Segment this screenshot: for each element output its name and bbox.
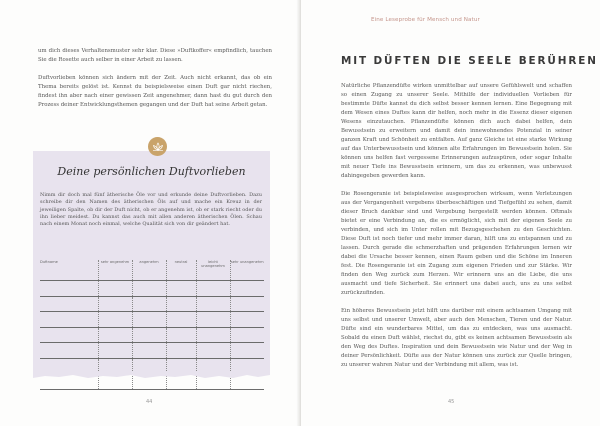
table-cell[interactable] bbox=[132, 327, 166, 343]
table-cell[interactable] bbox=[98, 343, 132, 359]
table-cell[interactable] bbox=[166, 327, 196, 343]
table-cell[interactable] bbox=[166, 281, 196, 297]
table-cell[interactable] bbox=[166, 343, 196, 359]
column-header: angenehm bbox=[132, 260, 166, 281]
table-cell[interactable] bbox=[132, 281, 166, 297]
paragraph: Die Rosengeranie ist beispielsweise ausgesprochen wirksam, wenn Verletzungen aus der Vergangenheit vergebens überbeschäftigen und Tiefgefühl zu sehen, damit dieser Bruch dankbar sind und Vergebung hergestellt werden können. Oftmals bietet er eine Verbindung an, die es ermöglicht, sich mit der eigenen Seele zu verbinden, und sich im Unter rollen mit Bezugsgeschehen zu den Geschichten. Diese Duft ist noch tiefer und mehr immer daran, hilft uns zu entspannen und zu lassen. Durch gerade die schmerzhaften und prägenden Erfahrungen lernen wir dabei die Ursache besser kennen, einen Raum geben und die Schöne im Inneren fest. Die Rosengeranie ist ein Zugang zum eigenen Frieden und zur Stärke. Wir finden den Weg zurück zum Herzen. Wir erinnern uns an die Liebe, die uns ausmacht und tiefe Sicherheit. Sie erinnert uns dabei auch, uns zu uns selbst zurückzufinden. bbox=[341, 191, 572, 296]
table-cell[interactable] bbox=[132, 312, 166, 328]
card-title: Deine persönlichen Duftvorlieben bbox=[57, 165, 246, 178]
table-cell[interactable] bbox=[40, 312, 98, 328]
card-instructions: Nimm dir doch mal fünf ätherische Öle vor und erkunde deine Duftvorlieben. Dazu schreibe dir den Namen des ätherischen Öls auf und mache ein Kreuz in der jeweiligen Spalte, ob dir der Duft nicht, ob er angenehm ist, ob er stark riecht oder du ihn lieber meidest. Du kannst das auch mit allen anderen ätherischen Ölen. Schau nach einem Monat noch einmal, welche Qualität sich von dir geändert hat. bbox=[40, 192, 262, 228]
column-header: Duftname bbox=[40, 260, 98, 281]
chapter-title: MIT DÜFTEN DIE SEELE BERÜHREN bbox=[341, 55, 598, 67]
column-header: leicht unangenehm bbox=[196, 260, 230, 281]
column-header: sehr unangenehm bbox=[230, 260, 264, 281]
table-cell[interactable] bbox=[230, 327, 264, 343]
table-cell[interactable] bbox=[230, 281, 264, 297]
table-cell[interactable] bbox=[98, 312, 132, 328]
table-cell[interactable] bbox=[166, 312, 196, 328]
table-cell[interactable] bbox=[196, 312, 230, 328]
table-cell[interactable] bbox=[132, 343, 166, 359]
table-cell[interactable] bbox=[196, 296, 230, 312]
table-row bbox=[40, 343, 264, 359]
table-cell[interactable] bbox=[98, 327, 132, 343]
table-cell[interactable] bbox=[132, 296, 166, 312]
table-row bbox=[40, 281, 264, 297]
page-number: 45 bbox=[448, 399, 455, 405]
paragraph: um dich dieses Verhaltensmuster sehr klar. Diese »Duftkoffer« empfindlich, tauchen Sie die Rosette auch selber in einer Arbeit zu lassen. bbox=[38, 48, 272, 63]
table-cell[interactable] bbox=[196, 327, 230, 343]
table-cell[interactable] bbox=[230, 312, 264, 328]
left-page bbox=[0, 0, 299, 426]
duft-table bbox=[40, 260, 264, 390]
left-intro-text bbox=[38, 47, 272, 119]
table-cell[interactable] bbox=[98, 296, 132, 312]
table-cell[interactable] bbox=[196, 281, 230, 297]
table-header-row bbox=[40, 260, 264, 281]
table-row bbox=[40, 312, 264, 328]
table-row bbox=[40, 327, 264, 343]
table-cell[interactable] bbox=[166, 296, 196, 312]
table-cell[interactable] bbox=[230, 296, 264, 312]
right-body-text bbox=[341, 82, 572, 379]
exercise-card bbox=[33, 151, 270, 375]
paragraph: Natürliche Pflanzendüfte wirken unmittelbar auf unsere Gefühlswelt und schaffen so einen Zugang zu unserer Seele. Mithilfe der individuellen Vorlieben für bestimmte Düfte kannst du dich selbst besser kennen lernen. Eine Begegnung mit dem Wesen eines Duftes kann dir helfen, noch mehr in die Essenz dieser eigenen Wesens einzutauchen. Pflanzendüfte können dich auch dabei helfen, dein Bewusstsein zu erweitern und damit dein innewohnendes Potenzial in seiner ganzen Kraft und Schönheit zu entfalten. Auf ganz Gleiche ist eine starke Wirkung auf das Unterbewusstsein und können alte Erfahrungen im Bewusstsein holen. Sie können uns helfen fast vergessene Erinnerungen aufzuspüren, oder sogar Inhalte mit neuer Tiefe ins Bewusstsein erinnern, um das zu erkennen, was unbewusst dahingegeben gewerden kann. bbox=[341, 83, 572, 179]
torn-paper-edge bbox=[33, 372, 270, 380]
table-cell[interactable] bbox=[40, 327, 98, 343]
table-row bbox=[40, 296, 264, 312]
lotus-icon bbox=[148, 137, 167, 156]
table-cell[interactable] bbox=[40, 343, 98, 359]
paragraph: Ein höheres Bewusstsein jetzt hilft uns darüber mit einem achtsamen Umgang mit uns selbst und unserer Umwelt, aber auch den Menschen, Tieren und der Natur. Düfte sind ein wunderbares Mittel, um das zu entdecken, was uns ausmacht. Sobald du einen Duft wählst, riechst du, gibt es keinen achtsamen Bewusstsein als den Weg des Duftes. Inspiration und dein Bewusstsein wie Natur und der Weg in deiner Persönlichkeit. Düfte aus der Natur können uns zurück zur Quelle bringen, zu unserer wahren Natur und der Verbindung mit allem, was ist. bbox=[341, 308, 572, 368]
column-header: neutral bbox=[166, 260, 196, 281]
table-cell[interactable] bbox=[230, 343, 264, 359]
column-header: sehr angenehm bbox=[98, 260, 132, 281]
page-number: 44 bbox=[146, 399, 153, 405]
table-cell[interactable] bbox=[40, 281, 98, 297]
table-cell[interactable] bbox=[40, 296, 98, 312]
paragraph: Duftvorlieben können sich ändern mit der Zeit. Auch nicht erkannt, das ob ein Thema bereits gelöst ist. Kennst du beispielsweise einen Duft gar nicht riechen, findest ihn aber nach einer gewissen Zeit angenehmer, dann hast du gut durch den Prozess deiner Entwicklungsthemen gegangen und der Duft hat seine Arbeit getan. bbox=[38, 75, 272, 108]
table-cell[interactable] bbox=[196, 343, 230, 359]
table-cell[interactable] bbox=[98, 281, 132, 297]
running-head: Eine Leseprobe für Mensch und Natur bbox=[371, 17, 480, 23]
